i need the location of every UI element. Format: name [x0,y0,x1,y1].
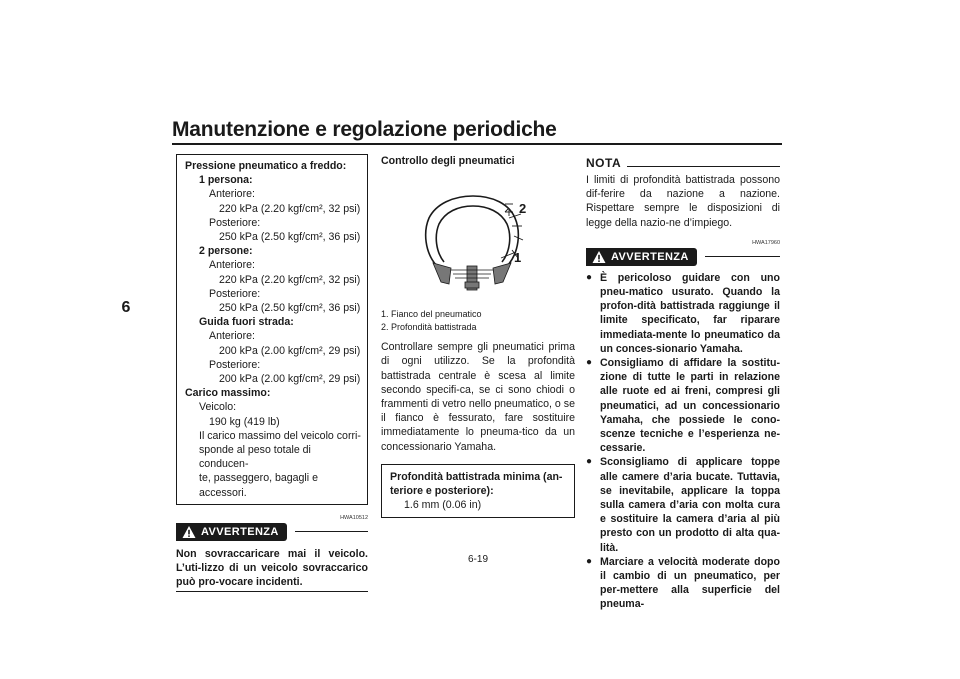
inspection-paragraph: Controllare sempre gli pneumatici prima di ogni utilizzo. Se la profondità battistrada centrale è scesa al limite secondo specifi-ca, se ci sono chiodi o frammenti di vetro nello pneumatico, o se il fianco è fessurato, fare sostituire immediatamente lo pneuma-tico da un concessionario Yamaha. [381,341,575,453]
header-rule [172,143,782,145]
list-item: ● È pericoloso guidare con uno pneu-matico usurato. Quando la profon-dità battistrada raggiunge il limite specificato, far riparare immediata-mente lo pneumatico da un conces-sionario Yamaha. [586,271,780,355]
warning-label-2: AVVERTENZA [611,250,689,263]
middle-column [381,154,575,518]
spec-line: sponde al peso totale di conducen- [199,444,311,471]
list-item: ● Consigliamo di affidare la sostitu-zione di tutte le parti in relazione alle ruote ed ai freni, compresi gli pneumatici, ad un concessionario Yamaha, che possiede le cono-scenze tecniche e l’esperienza ne-cessarie. [586,357,780,455]
spec-line: 200 kPa (2.00 kgf/cm², 29 psi) [219,344,361,357]
tread-depth-spec-box [381,464,575,519]
spec-line: 1 persona: [199,174,253,187]
warning-code: HWA10512 [340,514,368,521]
warning-text: Non sovraccaricare mai il veicolo. L’uti-lizzo di un veicolo sovraccarico può pro-vocare incidenti. [176,547,368,589]
list-item: ● Sconsigliamo di applicare toppe alle camere d’aria bucate. Tuttavia, se inevitabile, applicare la toppa sulla camera d’aria con molta cura e sostituire la camera d’aria al più presto con un prodotto di alta qua-lità. [586,456,780,554]
figure-caption [381,308,575,333]
spec-line: 200 kPa (2.00 kgf/cm², 29 psi) [219,373,361,386]
note-header [586,154,780,170]
warning-badge [176,523,287,541]
spec-line: 220 kPa (2.20 kgf/cm², 32 psi) [219,202,361,215]
spec-line: Pressione pneumatico a freddo: [185,160,347,172]
warning-label: AVVERTENZA [201,525,279,538]
spec-line: Guida fuori strada: [199,316,294,329]
warning-bullet-list [586,271,780,612]
spec-line: 250 kPa (2.50 kgf/cm², 36 psi) [219,302,361,315]
spec-line: Il carico massimo del veicolo corri- [199,429,361,442]
left-column [176,154,368,592]
warning-triangle-icon [592,250,606,264]
spec-line: 220 kPa (2.20 kgf/cm², 32 psi) [219,273,361,286]
warning-header [176,523,368,541]
page-title: Manutenzione e regolazione periodiche [172,118,557,141]
warning-header-rule-2 [705,256,780,257]
spec-line: 2 persone: [199,245,253,258]
warning-code-2: HWA17960 [752,239,780,246]
bullet-icon: ● [586,456,593,468]
bullet-icon: ● [586,555,593,567]
spec-line: Posteriore: [209,216,261,229]
figure-label-2: 2 [519,201,527,217]
caption-item-2: 2. Profondità battistrada [381,321,477,332]
warning-header-2 [586,248,780,266]
note-label: NOTA [586,155,622,170]
spec-line: Posteriore: [209,358,261,371]
spec-line: Anteriore: [209,330,255,343]
note-header-rule [627,166,780,167]
tire-tread-illustration [381,170,575,306]
spec-line: Veicolo: [199,401,237,414]
spec-line: 190 kg (419 lb) [209,415,280,428]
caption-item-1: 1. Fianco del pneumatico [381,309,482,320]
spec-line: te, passeggero, bagagli e accessori. [199,472,318,499]
spec-line: Carico massimo: [185,387,271,400]
figure-label-1: 1 [514,250,522,266]
chapter-number: 6 [121,299,131,316]
note-text: I limiti di profondità battistrada possono dif-ferire da nazione a nazione. Rispettare sempre le disposizioni di legge della nazio-ne d’impiego. [586,174,780,229]
list-item: ● Marciare a velocità moderate dopo il cambio di un pneumatico, per per-mettere alla superficie del pneuma- [586,555,780,611]
tread-depth-spec-value: 1.6 mm (0.06 in) [404,499,482,512]
warning-triangle-icon [182,525,196,539]
right-column [586,154,780,612]
spec-line: Posteriore: [209,287,261,300]
spec-line: Anteriore: [209,259,255,272]
bullet-icon: ● [586,357,593,369]
section-title: Controllo degli pneumatici [381,155,515,167]
page-number: 6-19 [467,554,488,565]
tire-figure [381,170,575,306]
spec-line: Anteriore: [209,188,255,201]
tread-depth-spec-title: Profondità battistrada minima (an-teriore e posteriore): [390,470,563,498]
warning-end-rule [176,591,368,592]
spec-line: 250 kPa (2.50 kgf/cm², 36 psi) [219,231,361,244]
bullet-icon: ● [586,271,593,283]
warning-badge-2 [586,248,697,266]
warning-header-rule [295,531,368,532]
tire-pressure-spec-box [176,154,368,505]
